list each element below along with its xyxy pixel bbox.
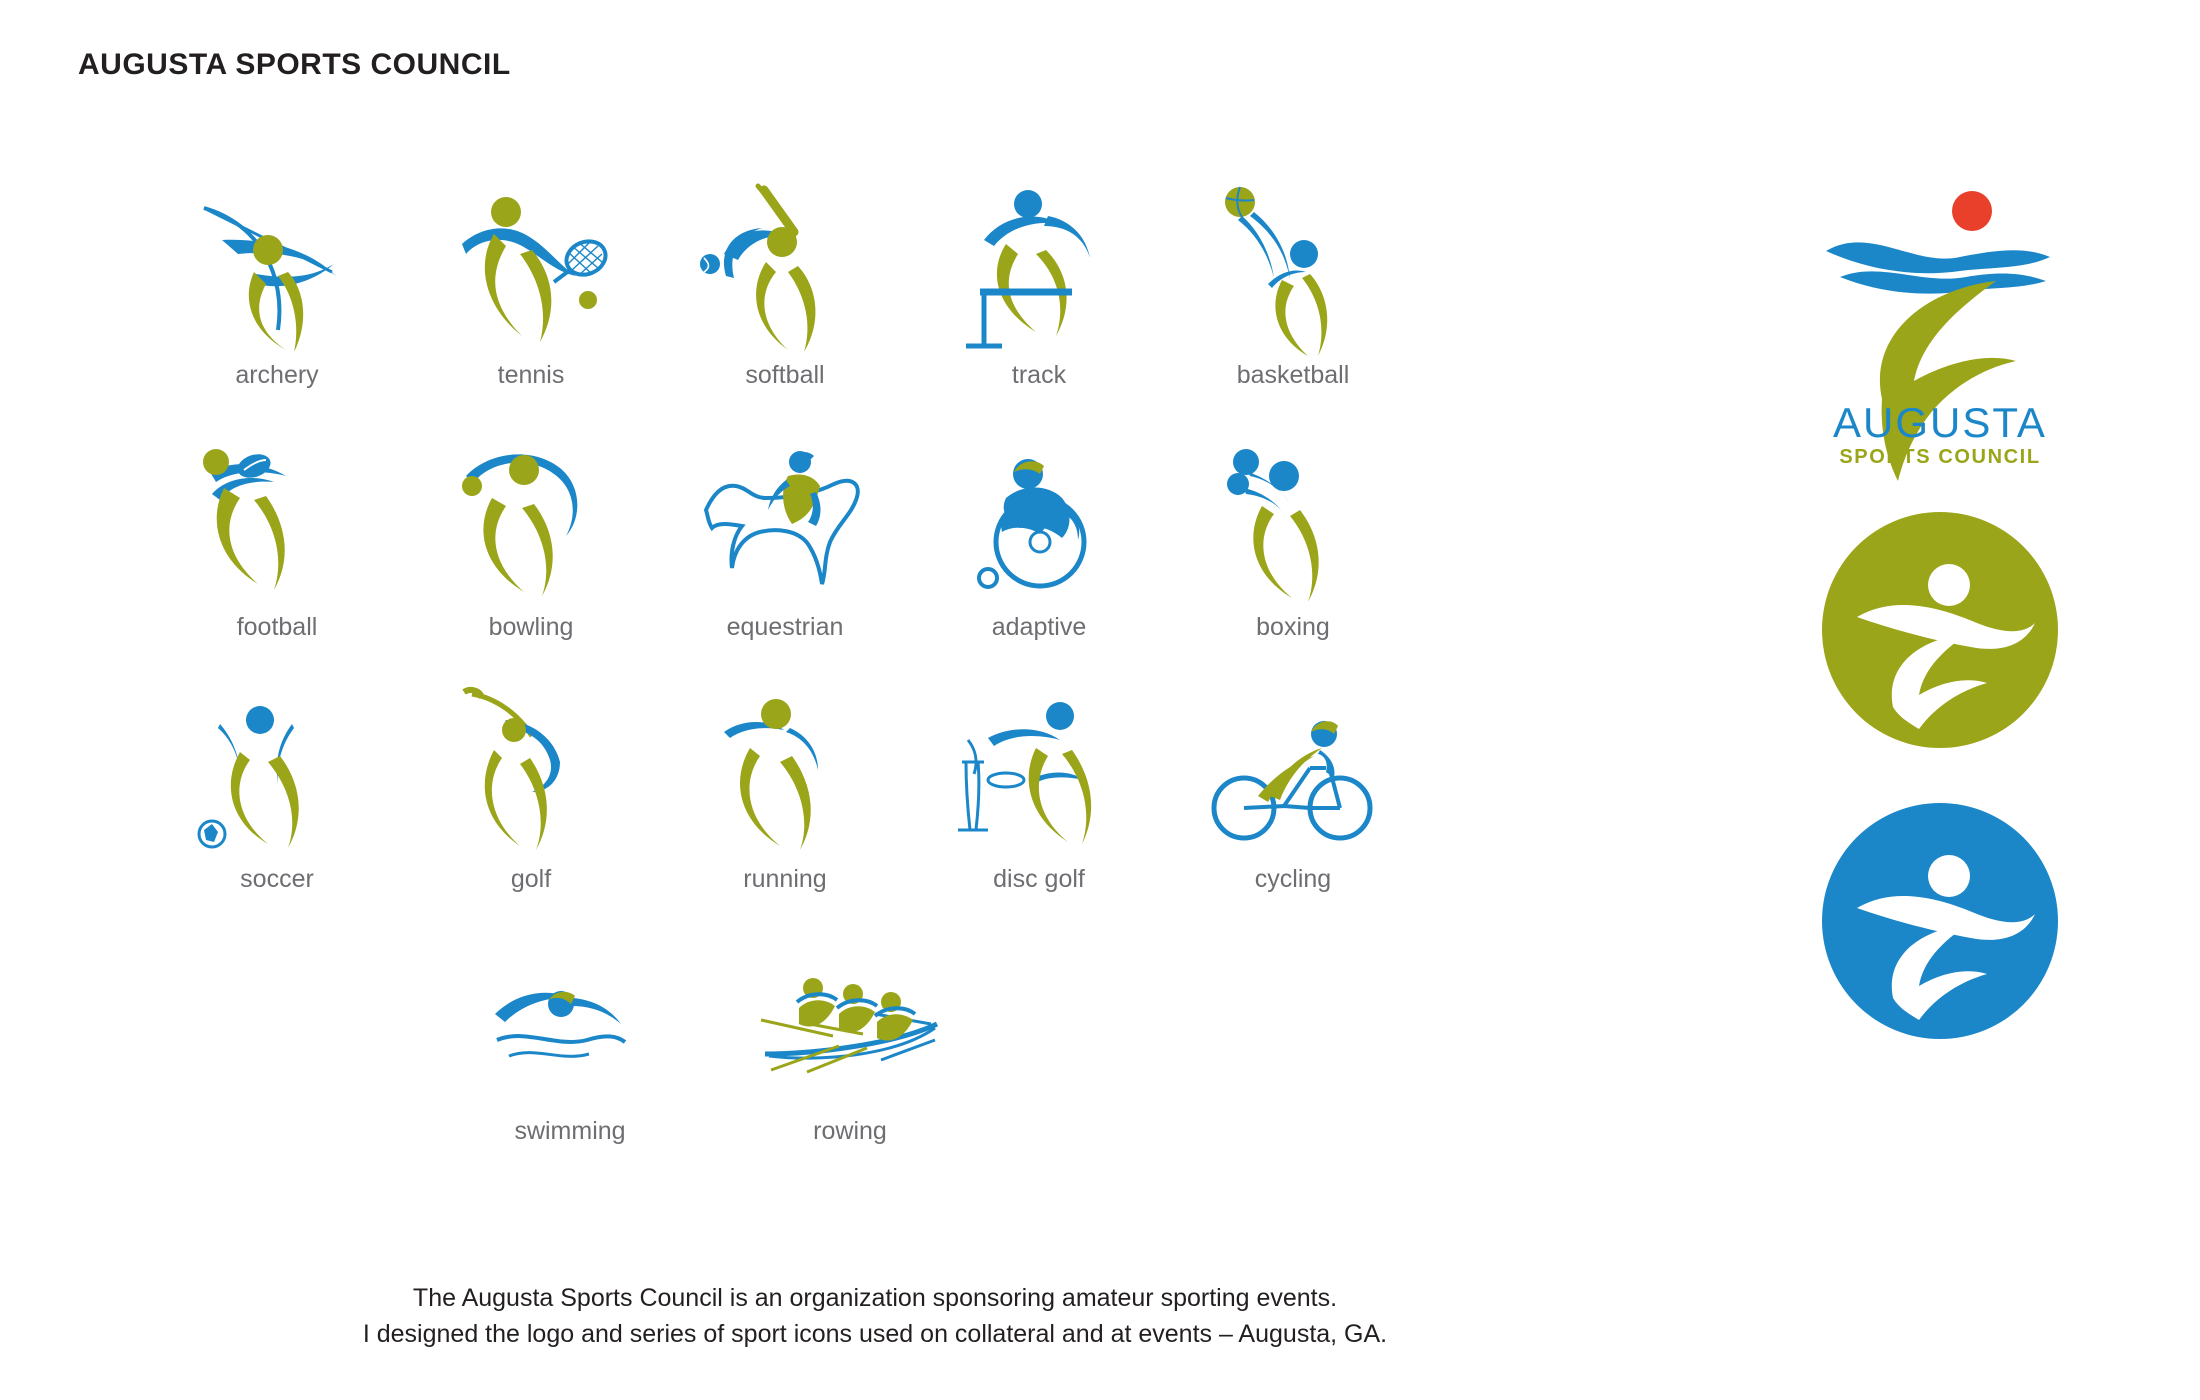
icon-label: track	[1011, 361, 1067, 389]
softball-icon	[685, 175, 885, 365]
icon-cell-archery	[150, 175, 404, 427]
icon-label: football	[236, 613, 318, 641]
icon-cell-boxing	[1166, 427, 1420, 679]
icon-label: bowling	[488, 613, 574, 641]
icon-cell-swimming	[430, 931, 710, 1183]
logo-wordmark-bottom: SPORTS COUNCIL	[1839, 446, 2041, 468]
cycling-icon	[1193, 679, 1393, 869]
icon-row	[150, 175, 1420, 427]
icon-label: disc golf	[993, 865, 1085, 893]
icon-label: cycling	[1254, 865, 1332, 893]
icon-cell-adaptive	[912, 427, 1166, 679]
equestrian-icon	[685, 427, 885, 617]
icon-label: golf	[510, 865, 552, 893]
icon-cell-equestrian	[658, 427, 912, 679]
rowing-icon	[750, 931, 950, 1121]
caption-line-2: I designed the logo and series of sport icons used on collateral and at events – Augusta, GA.	[362, 1320, 1388, 1349]
bowling-icon	[431, 427, 631, 617]
swimming-icon	[470, 931, 670, 1121]
tennis-icon	[431, 175, 631, 365]
icon-cell-soccer	[150, 679, 404, 931]
blue-circle-runner-mark	[1821, 802, 2059, 1045]
sport-icon-grid	[150, 175, 1420, 1183]
disc-golf-icon	[939, 679, 1139, 869]
icon-row	[150, 427, 1420, 679]
sun-dot	[1952, 191, 1992, 231]
page-title: AUGUSTA SPORTS COUNCIL	[78, 48, 511, 81]
icon-cell-golf	[404, 679, 658, 931]
icon-label: soccer	[240, 865, 314, 893]
icon-label: basketball	[1236, 361, 1350, 389]
icon-label: adaptive	[991, 613, 1087, 641]
primary-logo	[1810, 185, 2070, 485]
icon-label: rowing	[813, 1117, 887, 1145]
icon-label: softball	[745, 361, 825, 389]
icon-cell-tennis	[404, 175, 658, 427]
olive-circle-runner-mark	[1821, 511, 2059, 754]
icon-label: swimming	[514, 1117, 626, 1145]
icon-row	[430, 931, 1420, 1183]
icon-cell-running	[658, 679, 912, 931]
archery-icon	[177, 175, 377, 365]
icon-label: running	[743, 865, 827, 893]
boxing-icon	[1193, 427, 1393, 617]
logo-column	[1790, 185, 2090, 1045]
icon-label: boxing	[1256, 613, 1330, 641]
soccer-icon	[177, 679, 377, 869]
adaptive-icon	[939, 427, 1139, 617]
icon-cell-basketball	[1166, 175, 1420, 427]
basketball-icon	[1193, 175, 1393, 365]
football-icon	[177, 427, 377, 617]
golf-icon	[431, 679, 631, 869]
icon-cell-football	[150, 427, 404, 679]
icon-cell-softball	[658, 175, 912, 427]
icon-label: archery	[235, 361, 319, 389]
icon-row	[150, 679, 1420, 931]
icon-label: equestrian	[726, 613, 844, 641]
icon-cell-bowling	[404, 427, 658, 679]
icon-cell-disc-golf	[912, 679, 1166, 931]
icon-cell-rowing	[710, 931, 990, 1183]
caption-line-1: The Augusta Sports Council is an organization sponsoring amateur sporting events.	[412, 1284, 1338, 1312]
running-icon	[685, 679, 885, 869]
icon-cell-track	[912, 175, 1166, 427]
track-icon	[939, 175, 1139, 365]
logo-wordmark-top: AUGUSTA	[1833, 399, 2047, 446]
caption	[0, 1280, 1750, 1353]
icon-label: tennis	[497, 361, 565, 389]
icon-cell-cycling	[1166, 679, 1420, 931]
